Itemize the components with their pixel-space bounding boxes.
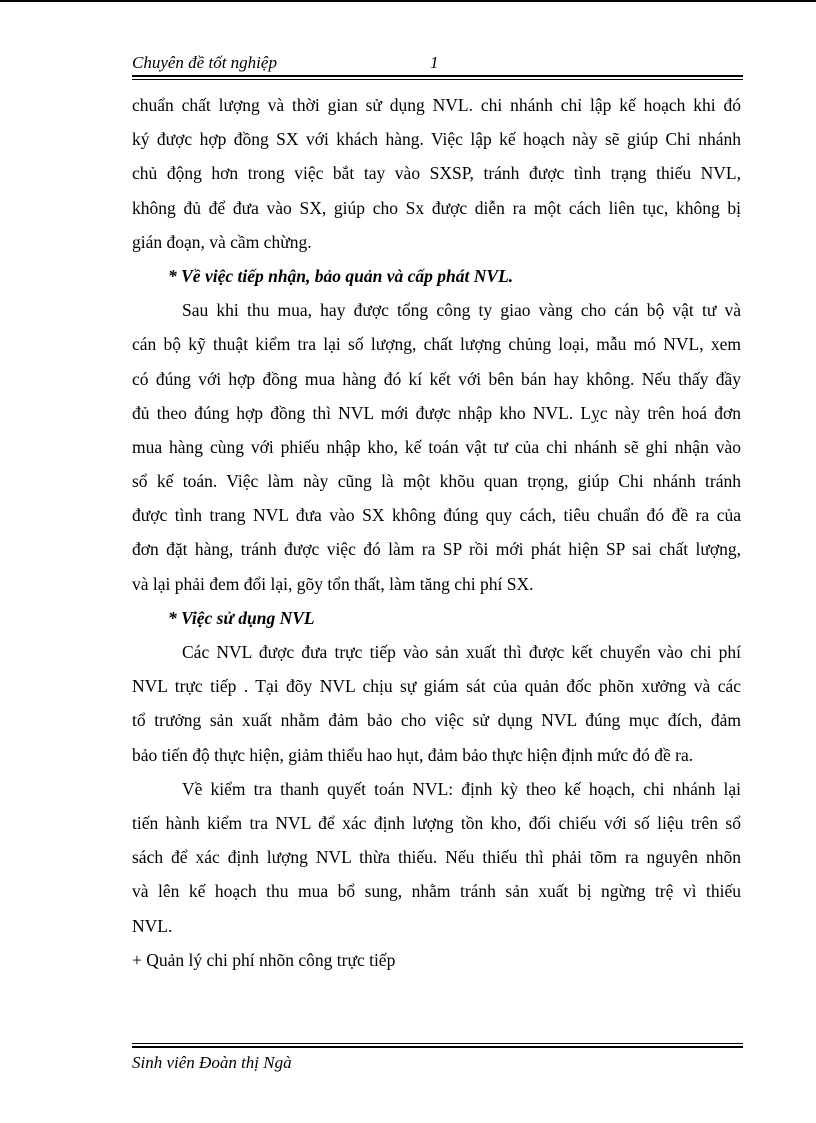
text-line: đủ theo đúng hợp đồng thì NVL mới được nhập kho NVL. Lỵc này trên hoá đơn: [132, 402, 741, 423]
text-line: Về kiểm tra thanh quyết toán NVL: định kỳ theo kế hoạch, chi nhánh lại: [182, 778, 741, 799]
text-line: cán bộ kỹ thuật kiểm tra lại số lượng, chất lượng chủng loại, mẫu mó NVL, xem: [132, 334, 741, 355]
text-line: chủ động hơn trong việc bắt tay vào SXSP, tránh được tình trạng thiếu NVL,: [132, 163, 741, 184]
text-line: được tình trang NVL đưa vào SX không đúng quy cách, tiêu chuẩn đó đề ra của: [132, 505, 741, 526]
text-line: ký được hợp đồng SX với khách hàng. Việc lập kế hoạch này sẽ giúp Chi nhánh: [132, 129, 741, 150]
text-line: + Quản lý chi phí nhõn công trực tiếp: [132, 949, 396, 970]
section-heading: * Về việc tiếp nhận, bảo quản và cấp phát NVL.: [168, 265, 514, 286]
text-line: NVL trực tiếp . Tại đõy NVL chịu sự giám sát của quản đốc phõn xưởng và các: [132, 676, 741, 697]
text-line: tổ trưởng sản xuất nhằm đảm bảo cho việc sử dụng NVL đúng mục đích, đảm: [132, 710, 741, 731]
text-line: mua hàng cùng với phiếu nhập kho, kế toán vật tư của chi nhánh sẽ ghi nhận vào: [132, 436, 741, 457]
text-line: và lại phải đem đổi lại, gõy tổn thất, làm tăng chi phí SX.: [132, 573, 534, 594]
page-number: 1: [430, 53, 439, 72]
text-line: Sau khi thu mua, hay được tổng công ty giao vàng cho cán bộ vật tư và: [182, 300, 741, 321]
text-line: Các NVL được đưa trực tiếp vào sản xuất thì được kết chuyển vào chi phí: [182, 642, 741, 662]
header-rule-thin: [132, 79, 743, 80]
text-line: gián đoạn, và cầm chừng.: [132, 231, 312, 252]
header-title: Chuyên đề tốt nghiệp: [132, 53, 277, 72]
text-line: có đúng với hợp đồng mua hàng đó kí kết với bên bán hay không. Nếu thấy đầy: [132, 368, 741, 389]
footer-rule: [132, 1046, 743, 1048]
text-line: đơn đặt hàng, tránh được việc đó làm ra SP rồi mới phát hiện SP sai chất lượng,: [132, 539, 741, 560]
text-line: bảo tiến độ thực hiện, giảm thiểu hao hụt, đảm bảo thực hiện định mức đó đề ra.: [132, 744, 694, 765]
page-top-border: [0, 0, 816, 2]
text-line: sổ kế toán. Việc làm này cũng là một khõu quan trọng, giúp Chi nhánh tránh: [132, 471, 741, 492]
text-line: sách để xác định lượng NVL thừa thiếu. Nếu thiếu thì phải tõm ra nguyên nhõn: [132, 847, 741, 868]
text-line: chuẩn chất lượng và thời gian sử dụng NVL. chi nhánh chỉ lập kế hoạch khi đó: [132, 95, 741, 115]
text-line: và lên kế hoạch thu mua bổ sung, nhằm tránh sản xuất bị ngừng trệ vì thiếu: [132, 881, 741, 902]
footer-rule-thin: [132, 1043, 743, 1044]
footer-author: Sinh viên Đoàn thị Ngà: [132, 1053, 292, 1072]
text-line: tiến hành kiểm tra NVL để xác định lượng tồn kho, đối chiếu với số liệu trên sổ: [132, 812, 741, 833]
header-rule: [132, 75, 743, 77]
text-line: NVL.: [132, 915, 173, 936]
text-line: không đủ để đưa vào SX, giúp cho Sx được diễn ra một cách liên tục, không bị: [132, 197, 741, 218]
section-heading: * Việc sử dụng NVL: [168, 607, 315, 628]
body-text: [132, 88, 741, 977]
